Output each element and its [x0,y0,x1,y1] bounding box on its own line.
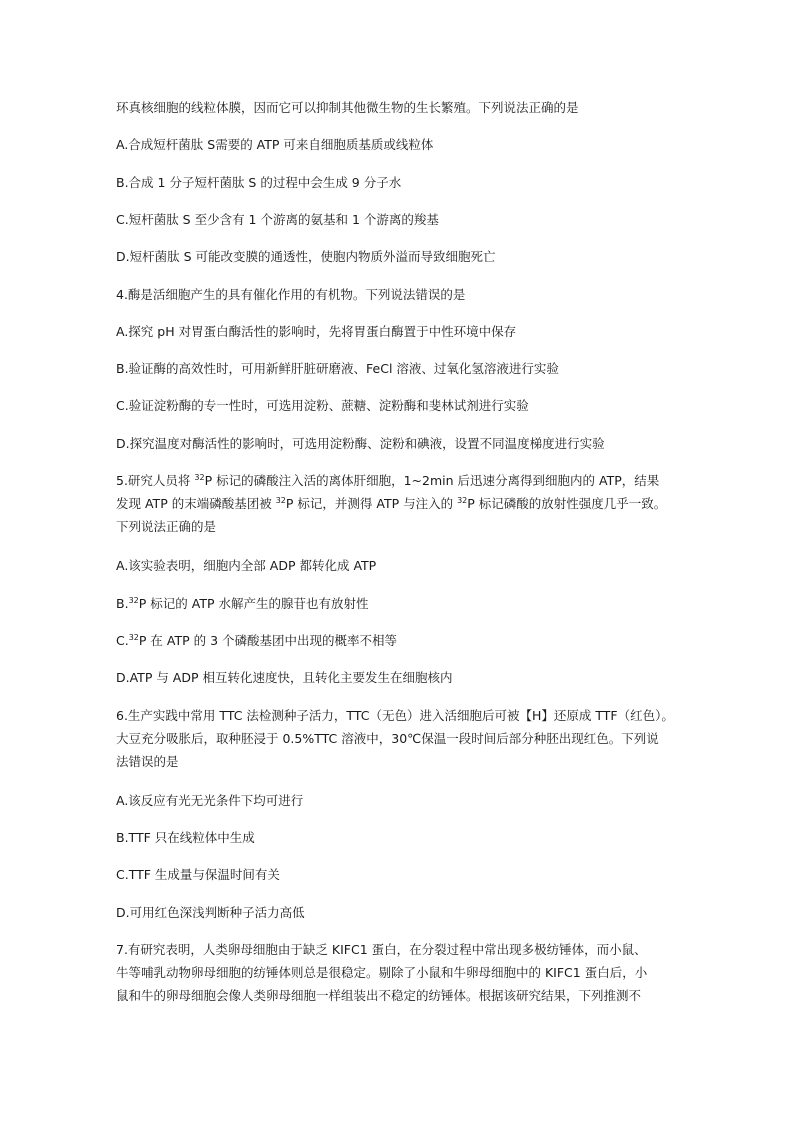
q6-option-a [116,789,708,812]
q5-option-a [116,554,708,577]
q4-stem [116,283,708,306]
q6-option-c [116,863,708,886]
intro-text [116,96,708,119]
q5-stem-line-1: 5.研究人员将 $^{32}$P 标记的磷酸注入活的离体肝细胞，1~2min 后迅速分离得到细胞内的 ATP，结果 [116,473,660,488]
q6-option-d-text: D.可用红色深浅判断种子活力高低 [116,905,305,920]
q3-option-a-text: A.合成短杆菌肽 S需要的 ATP 可来自细胞质基质或线粒体 [116,137,434,152]
intro-line: 环真核细胞的线粒体膜，因而它可以抑制其他微生物的生长繁殖。下列说法正确的是 [116,100,579,115]
q4-option-d [116,432,708,455]
q5-option-c [116,629,708,652]
q4-option-b-text: B.验证酶的高效性时，可用新鲜肝脏研磨液、FeCl 溶液、过氧化氢溶液进行实验 [116,361,559,376]
q6-option-c-text: C.TTF 生成量与保温时间有关 [116,867,280,882]
q6-option-d [116,901,708,924]
q5-stem [116,469,708,538]
q4-option-c-text: C.验证淀粉酶的专一性时，可选用淀粉、蔗糖、淀粉酶和斐林试剂进行实验 [116,398,529,413]
q6-stem-line-3: 法错误的是 [116,754,179,769]
q3-option-a [116,133,708,156]
q5-option-b-text: B.$^{32}$P 标记的 ATP 水解产生的腺苷也有放射性 [116,596,369,611]
q6-option-b-text: B.TTF 只在线粒体中生成 [116,830,255,845]
q4-option-b [116,357,708,380]
q5-option-d-text: D.ATP 与 ADP 相互转化速度快，且转化主要发生在细胞核内 [116,670,453,685]
q4-option-d-text: D.探究温度对酶活性的影响时，可选用淀粉酶、淀粉和碘液，设置不同温度梯度进行实验 [116,436,605,451]
q5-option-a-text: A.该实验表明，细胞内全部 ADP 都转化成 ATP [116,558,377,573]
q3-option-b-text: B.合成 1 分子短杆菌肽 S 的过程中会生成 9 分子水 [116,175,402,190]
q3-option-b [116,171,708,194]
q6-stem [116,704,708,773]
q4-option-a-text: A.探究 pH 对胃蛋白酶活性的影响时，先将胃蛋白酶置于中性环境中保存 [116,324,517,339]
q4-option-a [116,320,708,343]
q7-stem [116,938,708,1007]
q7-stem-line-2: 牛等哺乳动物卵母细胞的纺锤体则总是很稳定。剔除了小鼠和牛卵母细胞中的 KIFC1 蛋白后，小 [116,965,648,980]
q7-stem-line-3: 鼠和牛的卵母细胞会像人类卵母细胞一样组装出不稳定的纺锤体。根据该研究结果，下列推测不 [116,988,642,1003]
q3-option-c [116,208,708,231]
q6-option-a-text: A.该反应有光无光条件下均可进行 [116,793,304,808]
q5-stem-line-2: 发现 ATP 的末端磷酸基团被 $^{32}$P 标记，并测得 ATP 与注入的 $^{32}$P 标记磷酸的放射性强度几乎一致。 [116,496,667,511]
q4-option-c [116,394,708,417]
q4-stem-text: 4.酶是活细胞产生的具有催化作用的有机物。下列说法错误的是 [116,287,466,302]
q5-option-d [116,666,708,689]
q5-option-c-text: C.$^{32}$P 在 ATP 的 3 个磷酸基团中出现的概率不相等 [116,633,398,648]
q5-option-b [116,592,708,615]
q6-stem-line-2: 大豆充分吸胀后，取种胚浸于 0.5%TTC 溶液中，30℃保温一段时间后部分种胚出现红色。下列说 [116,731,659,746]
q5-stem-line-3: 下列说法正确的是 [116,519,217,534]
q6-stem-line-1: 6.生产实践中常用 TTC 法检测种子活力，TTC（无色）进入活细胞后可被【H】还原成 TTF（红色）。 [116,708,674,723]
q3-option-d [116,245,708,268]
q3-option-c-text: C.短杆菌肽 S 至少含有 1 个游离的氨基和 1 个游离的羧基 [116,212,439,227]
q6-option-b [116,826,708,849]
q7-stem-line-1: 7.有研究表明，人类卵母细胞由于缺乏 KIFC1 蛋白，在分裂过程中常出现多极纺锤体，而小鼠、 [116,942,647,957]
q3-option-d-text: D.短杆菌肽 S 可能改变膜的通透性，使胞内物质外溢而导致细胞死亡 [116,249,496,264]
